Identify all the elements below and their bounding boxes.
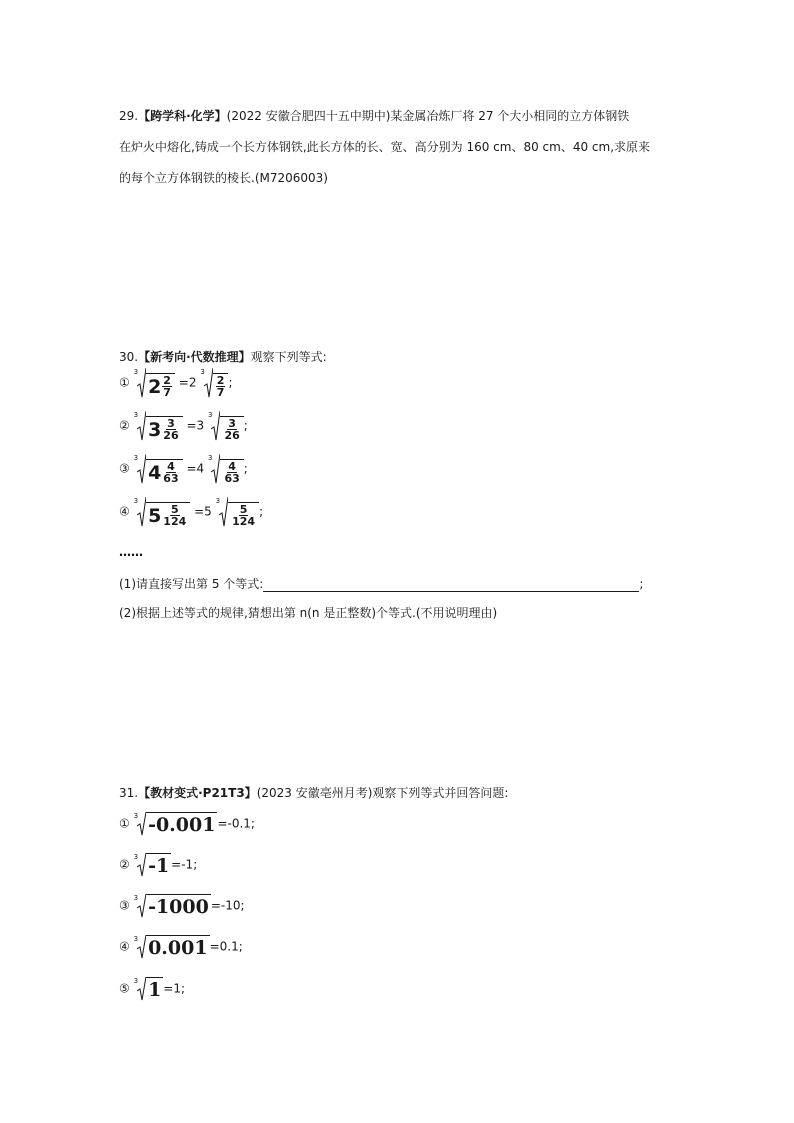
cube-root bbox=[134, 411, 183, 441]
radicand bbox=[213, 373, 229, 398]
root-index: 3 bbox=[133, 853, 139, 861]
root-index: 3 bbox=[133, 368, 139, 376]
q31-equation-5 bbox=[119, 977, 185, 1001]
q31-intro: (2023 安徽亳州月考)观察下列等式并回答问题: bbox=[256, 786, 509, 800]
equation-result: =0.1; bbox=[209, 939, 243, 954]
root-index: 3 bbox=[133, 977, 139, 985]
numerator: 2 bbox=[163, 374, 171, 387]
radicand bbox=[220, 459, 243, 484]
coefficient: 3 bbox=[196, 418, 205, 433]
q29-number: 29. bbox=[119, 109, 139, 123]
equation-label: ⑤ bbox=[119, 981, 130, 996]
cube-root bbox=[134, 977, 164, 1001]
numerator: 5 bbox=[170, 503, 179, 516]
numerator: 3 bbox=[228, 417, 236, 430]
equation-result: =1; bbox=[163, 981, 186, 996]
radical-sign-icon bbox=[137, 894, 146, 918]
equation-label: ② bbox=[119, 857, 130, 872]
cube-root bbox=[208, 454, 244, 484]
root-index: 3 bbox=[133, 812, 139, 820]
radicand bbox=[146, 502, 190, 527]
mixed-whole: 3 bbox=[148, 418, 162, 441]
cube-root bbox=[134, 368, 175, 398]
numerator: 5 bbox=[239, 503, 248, 516]
mixed-whole: 2 bbox=[148, 375, 162, 398]
q31-tag: 【教材变式·P21T3】 bbox=[138, 786, 257, 800]
fraction bbox=[231, 504, 256, 527]
fraction bbox=[223, 418, 240, 441]
radical-sign-icon bbox=[137, 411, 146, 441]
equation-label: ② bbox=[119, 418, 130, 433]
q31-number: 31. bbox=[119, 786, 139, 800]
equation-label: ③ bbox=[119, 461, 130, 476]
q30-ellipsis: …… bbox=[119, 545, 143, 559]
radicand bbox=[146, 416, 183, 441]
q30-part1-text: (1)请直接写出第 5 个等式: bbox=[119, 577, 264, 591]
radicand: -1 bbox=[148, 855, 170, 877]
denominator: 63 bbox=[163, 472, 179, 485]
cube-root bbox=[134, 812, 218, 836]
q30-number: 30. bbox=[119, 350, 139, 364]
equation-end: ; bbox=[243, 461, 248, 476]
q30-intro: 观察下列等式: bbox=[250, 350, 327, 364]
cube-root bbox=[134, 894, 211, 918]
fraction bbox=[162, 461, 179, 484]
denominator: 63 bbox=[224, 472, 240, 485]
root-index: 3 bbox=[215, 497, 221, 505]
fraction bbox=[162, 375, 172, 398]
q31-header bbox=[119, 784, 508, 801]
radical-sign-icon bbox=[137, 497, 146, 527]
q30-header bbox=[119, 348, 327, 365]
equation-result: =-1; bbox=[171, 857, 198, 872]
q30-equation-3: ③ 3 4 $\frac{4}{63}$ =4 3 $\frac{4}{63}$ ; bbox=[119, 454, 248, 485]
denominator: 124 bbox=[232, 515, 256, 528]
denominator: 26 bbox=[224, 429, 240, 442]
equation-label: ④ bbox=[119, 504, 130, 519]
radicand bbox=[228, 502, 259, 527]
radical-sign-icon bbox=[137, 454, 146, 484]
q30-equation-2: ② 3 3 $\frac{3}{26}$ =3 3 $\frac{3}{26}$ ; bbox=[119, 411, 248, 442]
fraction bbox=[216, 375, 226, 398]
q31-equation-3 bbox=[119, 894, 245, 918]
q31-equation-2 bbox=[119, 853, 197, 877]
radical-sign-icon bbox=[137, 812, 146, 836]
cube-root bbox=[134, 497, 191, 527]
radical-sign-icon bbox=[204, 368, 213, 398]
root-index: 3 bbox=[133, 411, 139, 419]
q29-line1-text: (2022 安徽合肥四十五中期中)某金属冶炼厂将 27 个大小相同的立方体钢铁 bbox=[226, 109, 630, 123]
radical-sign-icon bbox=[211, 454, 220, 484]
radicand: -0.001 bbox=[148, 814, 216, 836]
equation-result: =-0.1; bbox=[217, 816, 255, 831]
root-index: 3 bbox=[133, 935, 139, 943]
radical-sign-icon bbox=[137, 853, 146, 877]
denominator: 124 bbox=[163, 515, 187, 528]
radicand bbox=[146, 373, 175, 398]
q29-line2: 在炉火中熔化,铸成一个长方体钢铁,此长方体的长、宽、高分别为 160 cm、80 cm、40 cm,求原来 bbox=[119, 140, 651, 154]
radical-sign-icon bbox=[211, 411, 220, 441]
mixed-whole: 4 bbox=[148, 461, 162, 484]
cube-root bbox=[208, 411, 244, 441]
q31-equation-1 bbox=[119, 812, 255, 836]
equation-result: =-10; bbox=[210, 898, 245, 913]
radicand bbox=[220, 416, 243, 441]
q30-tag: 【新考向·代数推理】 bbox=[138, 350, 251, 364]
q29-tag: 【跨学科·化学】 bbox=[138, 109, 227, 123]
q30-equation-1: ① 3 2 $\frac{2}{7}$ =2 3 $\frac{2}{7}$ ; bbox=[119, 368, 233, 399]
equation-end: ; bbox=[259, 504, 264, 519]
radical-sign-icon bbox=[137, 368, 146, 398]
coefficient: 2 bbox=[188, 375, 197, 390]
numerator: 3 bbox=[167, 417, 175, 430]
radical-sign-icon bbox=[137, 977, 146, 1001]
equation-end: ; bbox=[243, 418, 248, 433]
coefficient: 5 bbox=[204, 504, 212, 519]
q30-equation-4: ④ 3 5 $\frac{5}{124}$ =5 3 $\frac{5}{124}$ ; bbox=[119, 497, 264, 528]
radical-sign-icon bbox=[137, 935, 146, 959]
q29-line1 bbox=[119, 107, 629, 124]
equation-label: ① bbox=[119, 816, 130, 831]
fraction bbox=[162, 504, 187, 527]
root-index: 3 bbox=[133, 497, 139, 505]
denominator: 26 bbox=[163, 429, 179, 442]
coefficient: 4 bbox=[196, 461, 205, 476]
cube-root bbox=[134, 935, 210, 959]
equation-label: ① bbox=[119, 375, 130, 390]
radicand bbox=[146, 459, 183, 484]
equation-label: ③ bbox=[119, 898, 130, 913]
radicand: 1 bbox=[148, 979, 162, 1001]
q31-equation-4 bbox=[119, 935, 243, 959]
answer-blank[interactable] bbox=[263, 579, 639, 592]
equation-end: ; bbox=[228, 375, 233, 390]
root-index: 3 bbox=[200, 368, 205, 376]
numerator: 2 bbox=[216, 374, 225, 387]
q30-part1 bbox=[119, 575, 643, 592]
q29-line3: 的每个立方体钢铁的棱长.(M7206003) bbox=[119, 171, 328, 185]
numerator: 4 bbox=[167, 460, 175, 473]
q30-part1-end: ; bbox=[639, 577, 644, 591]
root-index: 3 bbox=[133, 894, 139, 902]
fraction bbox=[162, 418, 179, 441]
numerator: 4 bbox=[228, 460, 236, 473]
radicand: 0.001 bbox=[148, 937, 208, 959]
cube-root bbox=[216, 497, 259, 527]
equation-label: ④ bbox=[119, 939, 130, 954]
denominator: 7 bbox=[216, 386, 225, 399]
cube-root bbox=[134, 853, 172, 877]
root-index: 3 bbox=[207, 411, 213, 419]
cube-root bbox=[200, 368, 228, 398]
root-index: 3 bbox=[133, 454, 139, 462]
cube-root bbox=[134, 454, 183, 484]
radicand: -1000 bbox=[148, 896, 209, 918]
fraction bbox=[223, 461, 240, 484]
mixed-whole: 5 bbox=[148, 504, 162, 527]
q30-part2: (2)根据上述等式的规律,猜想出第 n(n 是正整数)个等式.(不用说明理由) bbox=[119, 606, 498, 620]
denominator: 7 bbox=[163, 386, 171, 399]
radical-sign-icon bbox=[219, 497, 228, 527]
root-index: 3 bbox=[207, 454, 213, 462]
